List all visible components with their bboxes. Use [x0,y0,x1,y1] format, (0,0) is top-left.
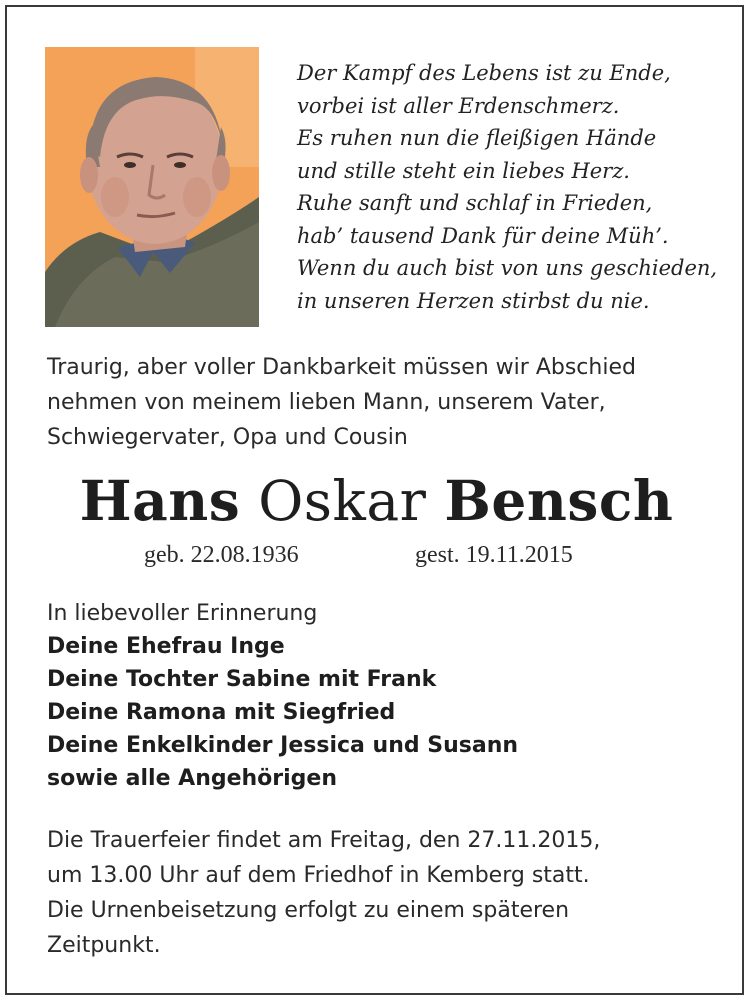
poem-line: vorbei ist aller Erdenschmerz. [297,93,620,118]
mourners-block [47,597,727,795]
poem-line: Der Kampf des Lebens ist zu Ende, [297,61,671,85]
poem-line: Es ruhen nun die fleißigen Hände [297,126,657,150]
intro-line: Traurig, aber voller Dankbarkeit müssen wir Abschied [47,355,636,380]
poem-line: Ruhe sanft und schlaf in Frieden, [297,191,653,215]
death-date: gest. 19.11.2015 [415,542,573,568]
intro-line: Schwiegervater, Opa und Cousin [47,425,408,450]
mourner-name: Deine Tochter Sabine mit Frank [47,667,437,692]
service-line: um 13.00 Uhr auf dem Friedhof in Kemberg statt. [47,863,590,888]
poem [297,57,737,317]
mourners-lead: In liebevoller Erinnerung [47,601,318,626]
first-name: Hans [79,468,241,533]
portrait-photo [45,47,259,327]
last-name: Bensch [444,468,674,533]
poem-line: hab’ tausend Dank für deine Müh’. [297,223,669,248]
service-line: Die Urnenbeisetzung erfolgt zu einem späteren [47,898,570,923]
middle-name: Oskar [258,469,427,533]
mourner-name: Deine Ramona mit Siegfried [47,700,396,725]
poem-line: in unseren Herzen stirbst du nie. [297,288,650,313]
service-line: Zeitpunkt. [47,933,161,958]
mourner-name: sowie alle Angehörigen [47,766,338,791]
obituary-frame [5,5,744,995]
deceased-name [7,469,746,533]
intro-text [47,350,727,455]
poem-line: und stille steht ein liebes Herz. [297,158,630,183]
service-line: Die Trauerfeier findet am Freitag, den 27.11.2015, [47,828,601,853]
birth-date: geb. 22.08.1936 [144,542,299,568]
mourner-name: Deine Ehefrau Inge [47,634,285,659]
mourner-name: Deine Enkelkinder Jessica und Susann [47,733,519,758]
intro-line: nehmen von meinem lieben Mann, unserem Vater, [47,390,606,415]
poem-line: Wenn du auch bist von uns geschieden, [297,256,718,280]
service-info [47,823,727,963]
